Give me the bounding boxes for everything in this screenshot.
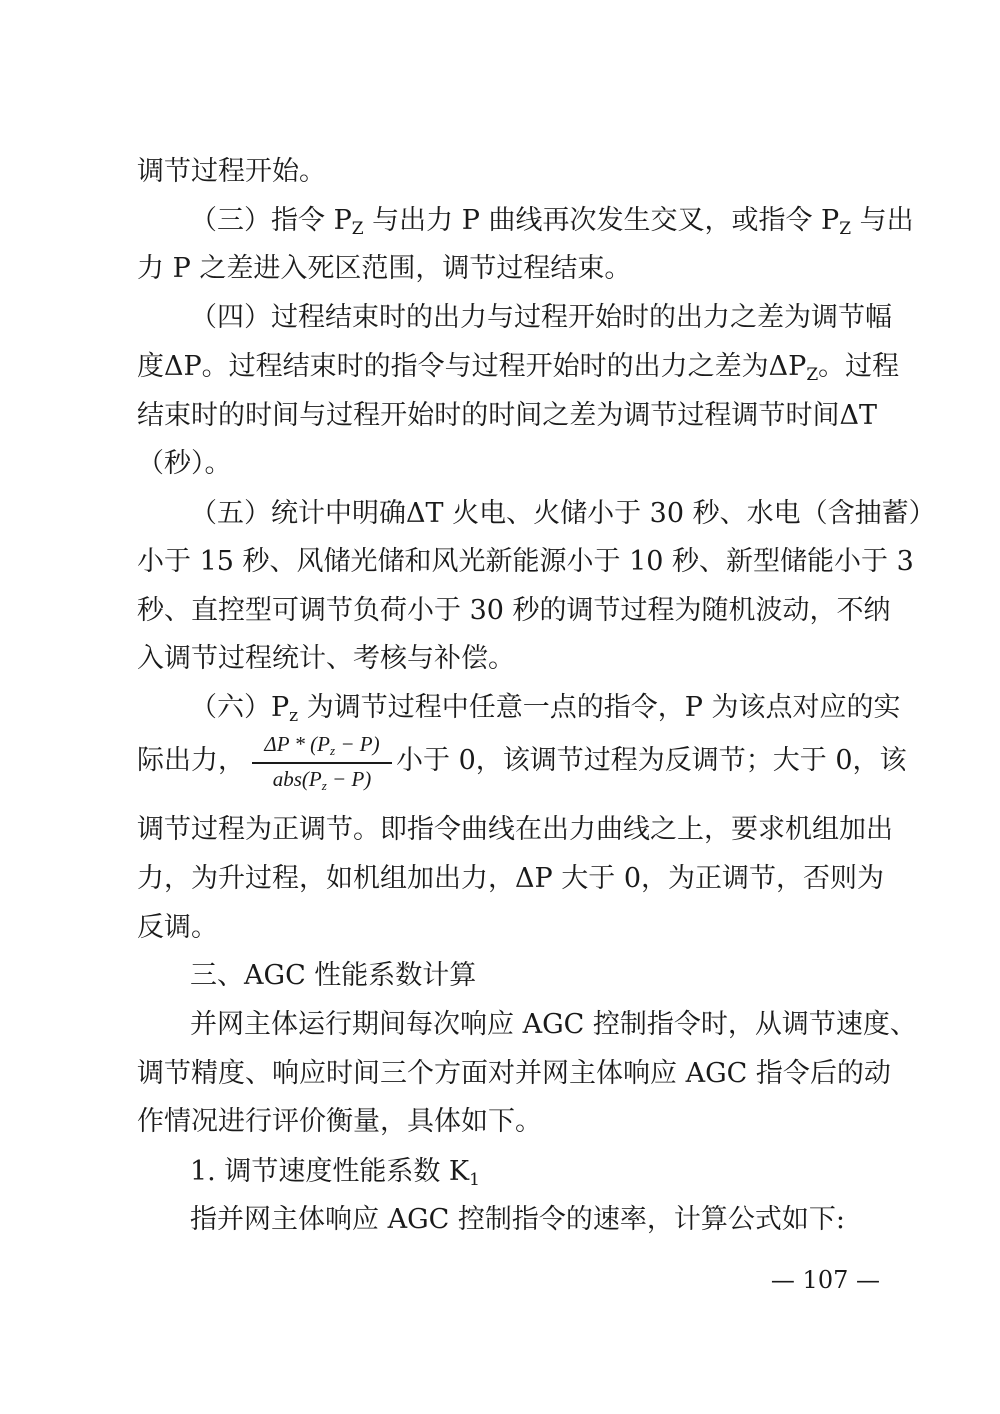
paragraph-line: 调节过程为正调节。即指令曲线在出力曲线之上，要求机组加出 bbox=[137, 814, 893, 845]
paragraph-line: 作情况进行评价衡量，具体如下。 bbox=[137, 1106, 542, 1137]
paragraph-line: 结束时的时间与过程开始时的时间之差为调节过程调节时间ΔT bbox=[137, 400, 877, 431]
paragraph-line: 小于 0，该调节过程为反调节；大于 0，该 bbox=[396, 745, 907, 776]
paragraph-line: 力，为升过程，如机组加出力，ΔP 大于 0，为正调节，否则为 bbox=[137, 863, 885, 894]
paragraph-line: （三）指令 $P_Z$ 与出力 P 曲线再次发生交叉，或指令 $P_Z$ 与出 bbox=[190, 205, 914, 239]
paragraph-line: 力 P 之差进入死区范围，调节过程结束。 bbox=[137, 253, 632, 284]
page-number: — 107 — bbox=[770, 1266, 880, 1294]
paragraph-line: 入调节过程统计、考核与补偿。 bbox=[137, 643, 515, 674]
paragraph-line: 调节过程开始。 bbox=[137, 156, 326, 187]
fraction-bar bbox=[252, 762, 392, 764]
paragraph-line: （四）过程结束时的出力与过程开始时的出力之差为调节幅 bbox=[190, 302, 892, 333]
paragraph-line: 度ΔP。过程结束时的指令与过程开始时的出力之差为$\Delta P_Z$。过程 bbox=[137, 351, 900, 385]
formula-denominator: abs(Pz − P) bbox=[272, 767, 372, 793]
subsection-heading: 1. 调节速度性能系数 $K_1$ bbox=[190, 1156, 480, 1190]
section-heading: 三、AGC 性能系数计算 bbox=[190, 960, 477, 991]
paragraph-line: （五）统计中明确ΔT 火电、火储小于 30 秒、水电（含抽蓄） bbox=[190, 498, 936, 529]
direction-formula bbox=[248, 727, 396, 797]
paragraph-line: 指并网主体响应 AGC 控制指令的速率，计算公式如下: bbox=[190, 1204, 845, 1235]
paragraph-line: 小于 15 秒、风储光储和风光新能源小于 10 秒、新型储能小于 3 bbox=[137, 546, 914, 577]
formula-numerator: ΔP * (Pz − P) bbox=[264, 732, 380, 758]
paragraph-line: 际出力， bbox=[137, 745, 245, 776]
paragraph-line: 调节精度、响应时间三个方面对并网主体响应 AGC 指令后的动 bbox=[137, 1058, 891, 1089]
paragraph-line: 并网主体运行期间每次响应 AGC 控制指令时，从调节速度、 bbox=[190, 1009, 917, 1040]
paragraph-line: （六）$P_z$ 为调节过程中任意一点的指令，P 为该点对应的实 bbox=[190, 692, 901, 726]
paragraph-line: （秒）。 bbox=[137, 448, 232, 479]
paragraph-line: 秒、直控型可调节负荷小于 30 秒的调节过程为随机波动，不纳 bbox=[137, 595, 891, 626]
paragraph-line: 反调。 bbox=[137, 912, 218, 943]
